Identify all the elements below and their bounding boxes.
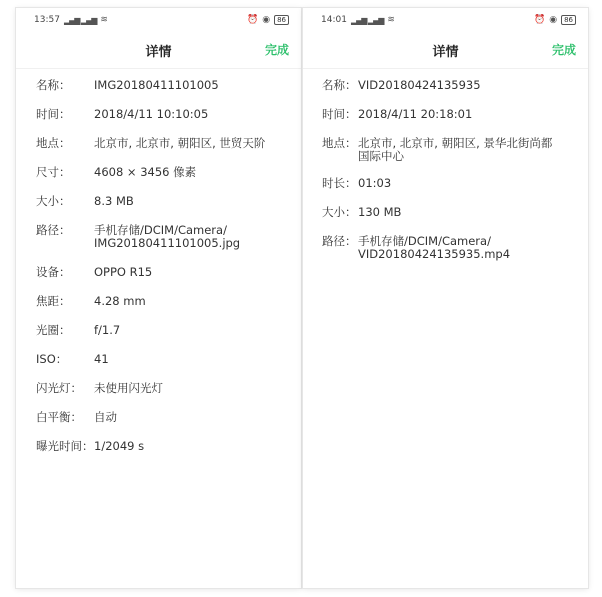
detail-label: 地点： xyxy=(322,136,357,150)
detail-label: 时长： xyxy=(322,176,357,190)
detail-row-name xyxy=(303,79,588,108)
detail-label: 名称： xyxy=(36,78,71,92)
status-time: 13:57 xyxy=(34,15,60,25)
detail-label: 设备： xyxy=(36,265,71,279)
detail-row-aperture xyxy=(16,324,301,353)
detail-value: 手机存储/DCIM/Camera/ IMG20180411101005.jpg xyxy=(94,223,241,250)
alarm-icon: ⏰ xyxy=(534,15,546,25)
detail-label: ISO： xyxy=(36,352,68,366)
done-button[interactable]: 完成 xyxy=(551,43,576,57)
detail-value: 01:03 xyxy=(358,176,392,190)
status-bar xyxy=(303,8,588,32)
detail-row-device xyxy=(16,266,301,295)
detail-label: 时间： xyxy=(322,107,357,121)
detail-value: VID20180424135935 xyxy=(358,78,481,92)
detail-label: 大小： xyxy=(322,205,357,219)
signal-icon: ▂▄▆ ▂▄▆ xyxy=(350,15,384,25)
detail-row-path xyxy=(303,235,588,277)
detail-row-exposure xyxy=(16,440,301,469)
battery-icon: 86 xyxy=(274,15,289,25)
done-button[interactable]: 完成 xyxy=(264,43,289,57)
details-list xyxy=(303,69,588,277)
detail-value: 2018/4/11 20:18:01 xyxy=(358,107,473,121)
video-details-screen xyxy=(303,8,588,588)
detail-value: 4.28 mm xyxy=(94,294,146,308)
detail-value: 1/2049 s xyxy=(94,439,145,453)
nav-bar xyxy=(16,32,301,69)
detail-label: 路径： xyxy=(322,234,357,248)
battery-icon: 86 xyxy=(561,15,576,25)
detail-label: 闪光灯： xyxy=(36,381,82,395)
detail-label: 光圈： xyxy=(36,323,71,337)
detail-label: 焦距： xyxy=(36,294,71,308)
detail-value: 41 xyxy=(94,352,109,366)
nav-bar xyxy=(303,32,588,69)
detail-row-name xyxy=(16,79,301,108)
detail-value: 130 MB xyxy=(358,205,402,219)
detail-row-focal-length xyxy=(16,295,301,324)
detail-value: 手机存储/DCIM/Camera/ VID20180424135935.mp4 xyxy=(358,234,511,261)
detail-row-duration xyxy=(303,177,588,206)
detail-value: 北京市, 北京市, 朝阳区, 世贸天阶 xyxy=(94,136,266,150)
status-bar xyxy=(16,8,301,32)
alarm-icon: ⏰ xyxy=(247,15,259,25)
detail-value: 自动 xyxy=(94,410,117,424)
details-list xyxy=(16,69,301,469)
detail-label: 名称： xyxy=(322,78,357,92)
eye-icon: ◉ xyxy=(262,15,271,25)
signal-icon: ▂▄▆ ▂▄▆ xyxy=(63,15,97,25)
wifi-icon: ≋ xyxy=(387,15,395,25)
detail-label: 曝光时间： xyxy=(36,439,94,453)
detail-row-iso xyxy=(16,353,301,382)
detail-label: 地点： xyxy=(36,136,71,150)
detail-row-path xyxy=(16,224,301,266)
detail-row-location xyxy=(16,137,301,166)
photo-details-screen xyxy=(16,8,301,588)
detail-row-dimensions xyxy=(16,166,301,195)
detail-value: OPPO R15 xyxy=(94,265,153,279)
wifi-icon: ≋ xyxy=(100,15,108,25)
detail-row-flash xyxy=(16,382,301,411)
status-time: 14:01 xyxy=(321,15,347,25)
detail-row-white-balance xyxy=(16,411,301,440)
detail-row-time xyxy=(303,108,588,137)
detail-row-size xyxy=(16,195,301,224)
detail-row-size xyxy=(303,206,588,235)
page-title: 详情 xyxy=(145,44,172,60)
detail-value: 未使用闪光灯 xyxy=(94,381,163,395)
detail-row-location xyxy=(303,137,588,177)
detail-value: f/1.7 xyxy=(94,323,121,337)
detail-value: 2018/4/11 10:10:05 xyxy=(94,107,209,121)
page-title: 详情 xyxy=(432,44,459,60)
detail-label: 尺寸： xyxy=(36,165,71,179)
detail-value: IMG20180411101005 xyxy=(94,78,219,92)
detail-value: 4608 × 3456 像素 xyxy=(94,165,197,179)
eye-icon: ◉ xyxy=(549,15,558,25)
detail-row-time xyxy=(16,108,301,137)
detail-value: 北京市, 北京市, 朝阳区, 景华北街尚都 国际中心 xyxy=(358,136,553,163)
detail-label: 白平衡： xyxy=(36,410,82,424)
detail-value: 8.3 MB xyxy=(94,194,134,208)
detail-label: 路径： xyxy=(36,223,71,237)
detail-label: 大小： xyxy=(36,194,71,208)
detail-label: 时间： xyxy=(36,107,71,121)
